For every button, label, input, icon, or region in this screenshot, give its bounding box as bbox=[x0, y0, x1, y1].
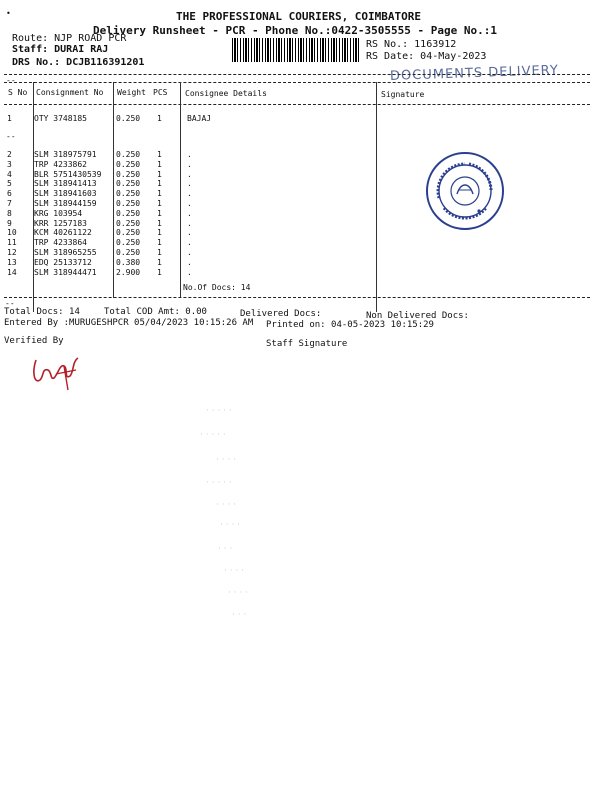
row-consignment: TRP 4233862 bbox=[34, 159, 87, 169]
row-sno: 12 bbox=[7, 248, 17, 257]
row-consignee: . bbox=[187, 169, 192, 179]
row-consignee: . bbox=[187, 248, 192, 257]
row-consignee: . bbox=[187, 228, 192, 238]
row-pcs: 1 bbox=[157, 238, 162, 248]
row-consignment: OTY 3748185 bbox=[34, 114, 87, 123]
row-weight: 0.250 bbox=[116, 179, 141, 189]
table-row bbox=[0, 238, 590, 248]
row-weight: 0.250 bbox=[116, 114, 141, 123]
row-consignee: BAJAJ bbox=[187, 114, 212, 123]
row-pcs: 1 bbox=[157, 208, 162, 218]
col-pcs: PCS bbox=[153, 88, 168, 97]
row-weight: 0.250 bbox=[116, 228, 141, 238]
total-cod: Total COD Amt: 0.00 bbox=[104, 307, 207, 317]
row-consignment: SLM 318965255 bbox=[34, 248, 97, 257]
row-weight: 0.250 bbox=[116, 218, 141, 228]
staff-text: Staff: DURAI RAJ bbox=[12, 44, 109, 55]
row-weight: 0.250 bbox=[116, 150, 141, 159]
total-docs: Total Docs: 14 bbox=[4, 307, 80, 317]
col-sno: S No bbox=[8, 88, 28, 97]
row-pcs: 1 bbox=[157, 169, 162, 179]
col-weight: Weight bbox=[117, 88, 146, 97]
row-consignment: SLM 318941603 bbox=[34, 189, 97, 199]
row-weight: 0.250 bbox=[116, 199, 141, 208]
row-sno: 4 bbox=[7, 169, 12, 179]
documents-delivery-stamp: DOCUMENTS DELIVERY bbox=[389, 63, 560, 84]
barcode bbox=[232, 38, 360, 62]
dash-mark: -- bbox=[6, 76, 16, 85]
row-consignee: . bbox=[187, 189, 192, 199]
row-pcs: 1 bbox=[157, 150, 162, 159]
row-consignee: . bbox=[187, 179, 192, 189]
row-consignee: . bbox=[187, 150, 192, 159]
non-delivered-docs: Non Delivered Docs: bbox=[366, 311, 469, 321]
row-consignment: SLM 318944471 bbox=[34, 267, 97, 277]
col-consignment: Consignment No bbox=[36, 88, 104, 97]
row-sno: 8 bbox=[7, 208, 12, 218]
row-consignee: . bbox=[187, 208, 192, 218]
row-consignment: SLM 318941413 bbox=[34, 179, 97, 189]
row-consignment: SLM 318944159 bbox=[34, 199, 97, 208]
printed-on: Printed on: 04-05-2023 10:15:29 bbox=[266, 320, 434, 330]
runsheet-title: Delivery Runsheet - PCR - Phone No.:0422-3505555 - Page No.:1 bbox=[93, 24, 497, 37]
row-pcs: 1 bbox=[157, 179, 162, 189]
row-consignment: TRP 4233864 bbox=[34, 238, 87, 248]
row-consignment: BLR 5751430539 bbox=[34, 169, 102, 179]
insurance-seal bbox=[424, 150, 506, 232]
row-pcs: 1 bbox=[157, 228, 162, 238]
rs-number: RS No.: 1163912 bbox=[366, 39, 457, 50]
row-weight: 0.250 bbox=[116, 248, 141, 257]
row-consignee: . bbox=[187, 218, 192, 228]
row-sno: 1 bbox=[7, 114, 12, 123]
verified-by: Verified By bbox=[4, 336, 64, 346]
divider-header-top bbox=[4, 82, 590, 83]
row-sno: 11 bbox=[7, 238, 17, 248]
dash-mark-row: -- bbox=[6, 132, 16, 141]
delivered-docs: Delivered Docs: bbox=[240, 309, 322, 319]
col-consignee: Consignee Details bbox=[185, 89, 267, 98]
row-pcs: 1 bbox=[157, 159, 162, 169]
row-weight: 0.250 bbox=[116, 208, 141, 218]
row-consignment: KCM 40261122 bbox=[34, 228, 92, 238]
row-weight: 2.900 bbox=[116, 267, 141, 277]
row-pcs: 1 bbox=[157, 199, 162, 208]
row-weight: 0.250 bbox=[116, 159, 141, 169]
route-text: Route: NJP ROAD PCR bbox=[12, 33, 127, 44]
row-consignee: . bbox=[187, 238, 192, 248]
no-of-docs: No.Of Docs: 14 bbox=[183, 283, 251, 292]
row-consignment: KRG 103954 bbox=[34, 208, 83, 218]
row-consignee: . bbox=[187, 257, 192, 267]
table-row bbox=[0, 114, 590, 124]
row-pcs: 1 bbox=[157, 189, 162, 199]
row-weight: 0.250 bbox=[116, 238, 141, 248]
table-row bbox=[0, 248, 590, 258]
row-pcs: 1 bbox=[157, 114, 162, 123]
row-consignee: . bbox=[187, 159, 192, 169]
table-row bbox=[0, 268, 590, 278]
bullet-mark: • bbox=[6, 9, 11, 18]
rs-date: RS Date: 04-May-2023 bbox=[366, 51, 487, 62]
staff-signature: Staff Signature bbox=[266, 339, 348, 349]
row-sno: 13 bbox=[7, 257, 17, 267]
row-consignee: . bbox=[187, 199, 192, 208]
handwritten-signature bbox=[28, 350, 84, 394]
row-weight: 0.250 bbox=[116, 169, 141, 179]
col-signature: Signature bbox=[381, 90, 425, 99]
row-consignee: . bbox=[187, 267, 192, 277]
row-pcs: 1 bbox=[157, 267, 162, 277]
row-weight: 0.250 bbox=[116, 189, 141, 199]
row-sno: 14 bbox=[7, 267, 17, 277]
row-pcs: 1 bbox=[157, 257, 162, 267]
row-sno: 2 bbox=[7, 150, 12, 159]
row-pcs: 1 bbox=[157, 218, 162, 228]
row-consignment: KRR 1257183 bbox=[34, 218, 87, 228]
company-title: THE PROFESSIONAL COURIERS, COIMBATORE bbox=[176, 10, 422, 23]
entered-by: Entered By :MURUGESHPCR 05/04/2023 10:15:26 AM bbox=[4, 318, 254, 328]
table-row bbox=[0, 258, 590, 268]
dash-mark-bottom: -- bbox=[5, 299, 15, 308]
row-sno: 7 bbox=[7, 199, 12, 208]
row-sno: 10 bbox=[7, 228, 17, 238]
row-sno: 3 bbox=[7, 159, 12, 169]
row-consignment: SLM 318975791 bbox=[34, 150, 97, 159]
row-pcs: 1 bbox=[157, 248, 162, 257]
divider-top bbox=[4, 74, 590, 75]
row-weight: 0.380 bbox=[116, 257, 141, 267]
row-consignment: EDQ 25133712 bbox=[34, 257, 92, 267]
divider-header-bottom bbox=[4, 104, 590, 105]
row-sno: 9 bbox=[7, 218, 12, 228]
row-sno: 6 bbox=[7, 189, 12, 199]
divider-bottom bbox=[4, 297, 590, 298]
drs-number: DRS No.: DCJB116391201 bbox=[12, 57, 145, 68]
row-sno: 5 bbox=[7, 179, 12, 189]
